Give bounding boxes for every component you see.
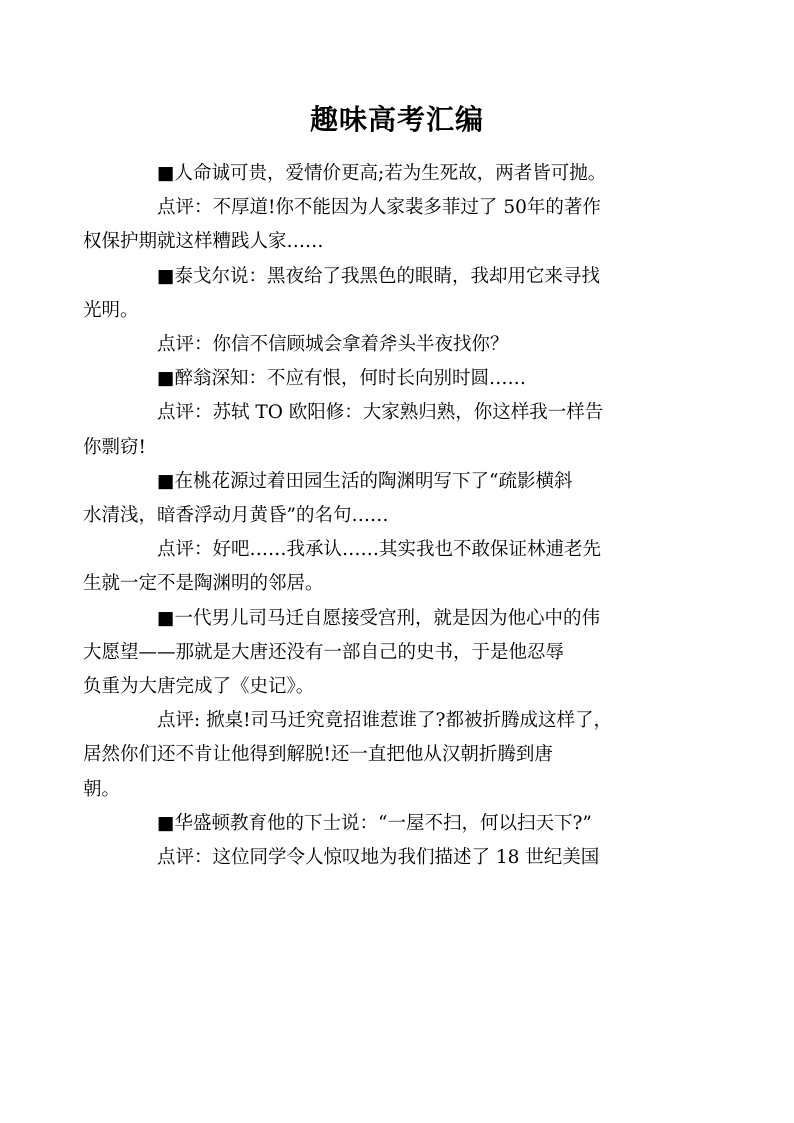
paragraph — [120, 841, 690, 875]
paragraph — [83, 602, 690, 705]
paragraph — [120, 157, 690, 191]
text-line: 负重为大唐完成了《史记》。 — [83, 676, 315, 698]
document-title: 趣味高考汇编 — [309, 103, 484, 136]
text-line: 朝。 — [83, 778, 121, 800]
paragraph — [120, 807, 690, 841]
text-line: 点评：好吧……我承认……其实我也不敢保证林逋老先 — [157, 539, 602, 561]
text-line: ■泰戈尔说：黑夜给了我黑色的眼睛，我却用它来寻找 — [157, 265, 600, 287]
text-line: 大愿望——那就是大唐还没有一部自己的史书，于是他忍辱 — [83, 641, 565, 663]
text-line: 光明。 — [83, 299, 139, 321]
paragraph — [83, 260, 690, 328]
text-line: 你剽窃! — [83, 436, 146, 458]
paragraph — [83, 191, 690, 259]
paragraph — [83, 465, 690, 533]
paragraph — [120, 362, 690, 396]
paragraph — [120, 328, 690, 362]
text-line: 居然你们还不肯让他得到解脱!还一直把他从汉朝折腾到唐 — [83, 744, 553, 766]
text-line: ■华盛顿教育他的下士说：“一屋不扫，何以扫天下?” — [157, 812, 592, 834]
paragraph — [83, 533, 690, 601]
text-line: ■一代男儿司马迁自愿接受宫刑，就是因为他心中的伟 — [157, 607, 600, 629]
paragraph — [83, 396, 690, 464]
text-line: 生就一定不是陶渊明的邻居。 — [83, 573, 324, 595]
text-line: 点评：不厚道!你不能因为人家裴多菲过了 50年的著作 — [157, 197, 601, 219]
text-line: ■人命诚可贵，爱情价更高;若为生死故，两者皆可抛。 — [157, 163, 607, 184]
text-line: ■在桃花源过着田园生活的陶渊明写下了“疏影横斜 — [157, 470, 573, 492]
paragraph — [83, 704, 690, 807]
text-line: 点评: 掀桌!司马迁究竟招谁惹谁了?都被折腾成这样了， — [157, 710, 612, 732]
text-line: 权保护期就这样糟践人家…… — [83, 231, 324, 253]
text-line: 点评：这位同学令人惊叹地为我们描述了 18 世纪美国 — [157, 847, 600, 869]
text-line: 点评：苏轼 TO 欧阳修：大家熟归熟，你这样我一样告 — [157, 402, 604, 424]
document-body — [83, 157, 690, 875]
text-line: ■醉翁深知：不应有恨，何时长向别时圆…… — [157, 368, 526, 390]
text-line: 水清浅，暗香浮动月黄昏”的名句…… — [83, 505, 389, 527]
text-line: 点评：你信不信顾城会拿着斧头半夜找你？ — [157, 334, 509, 356]
